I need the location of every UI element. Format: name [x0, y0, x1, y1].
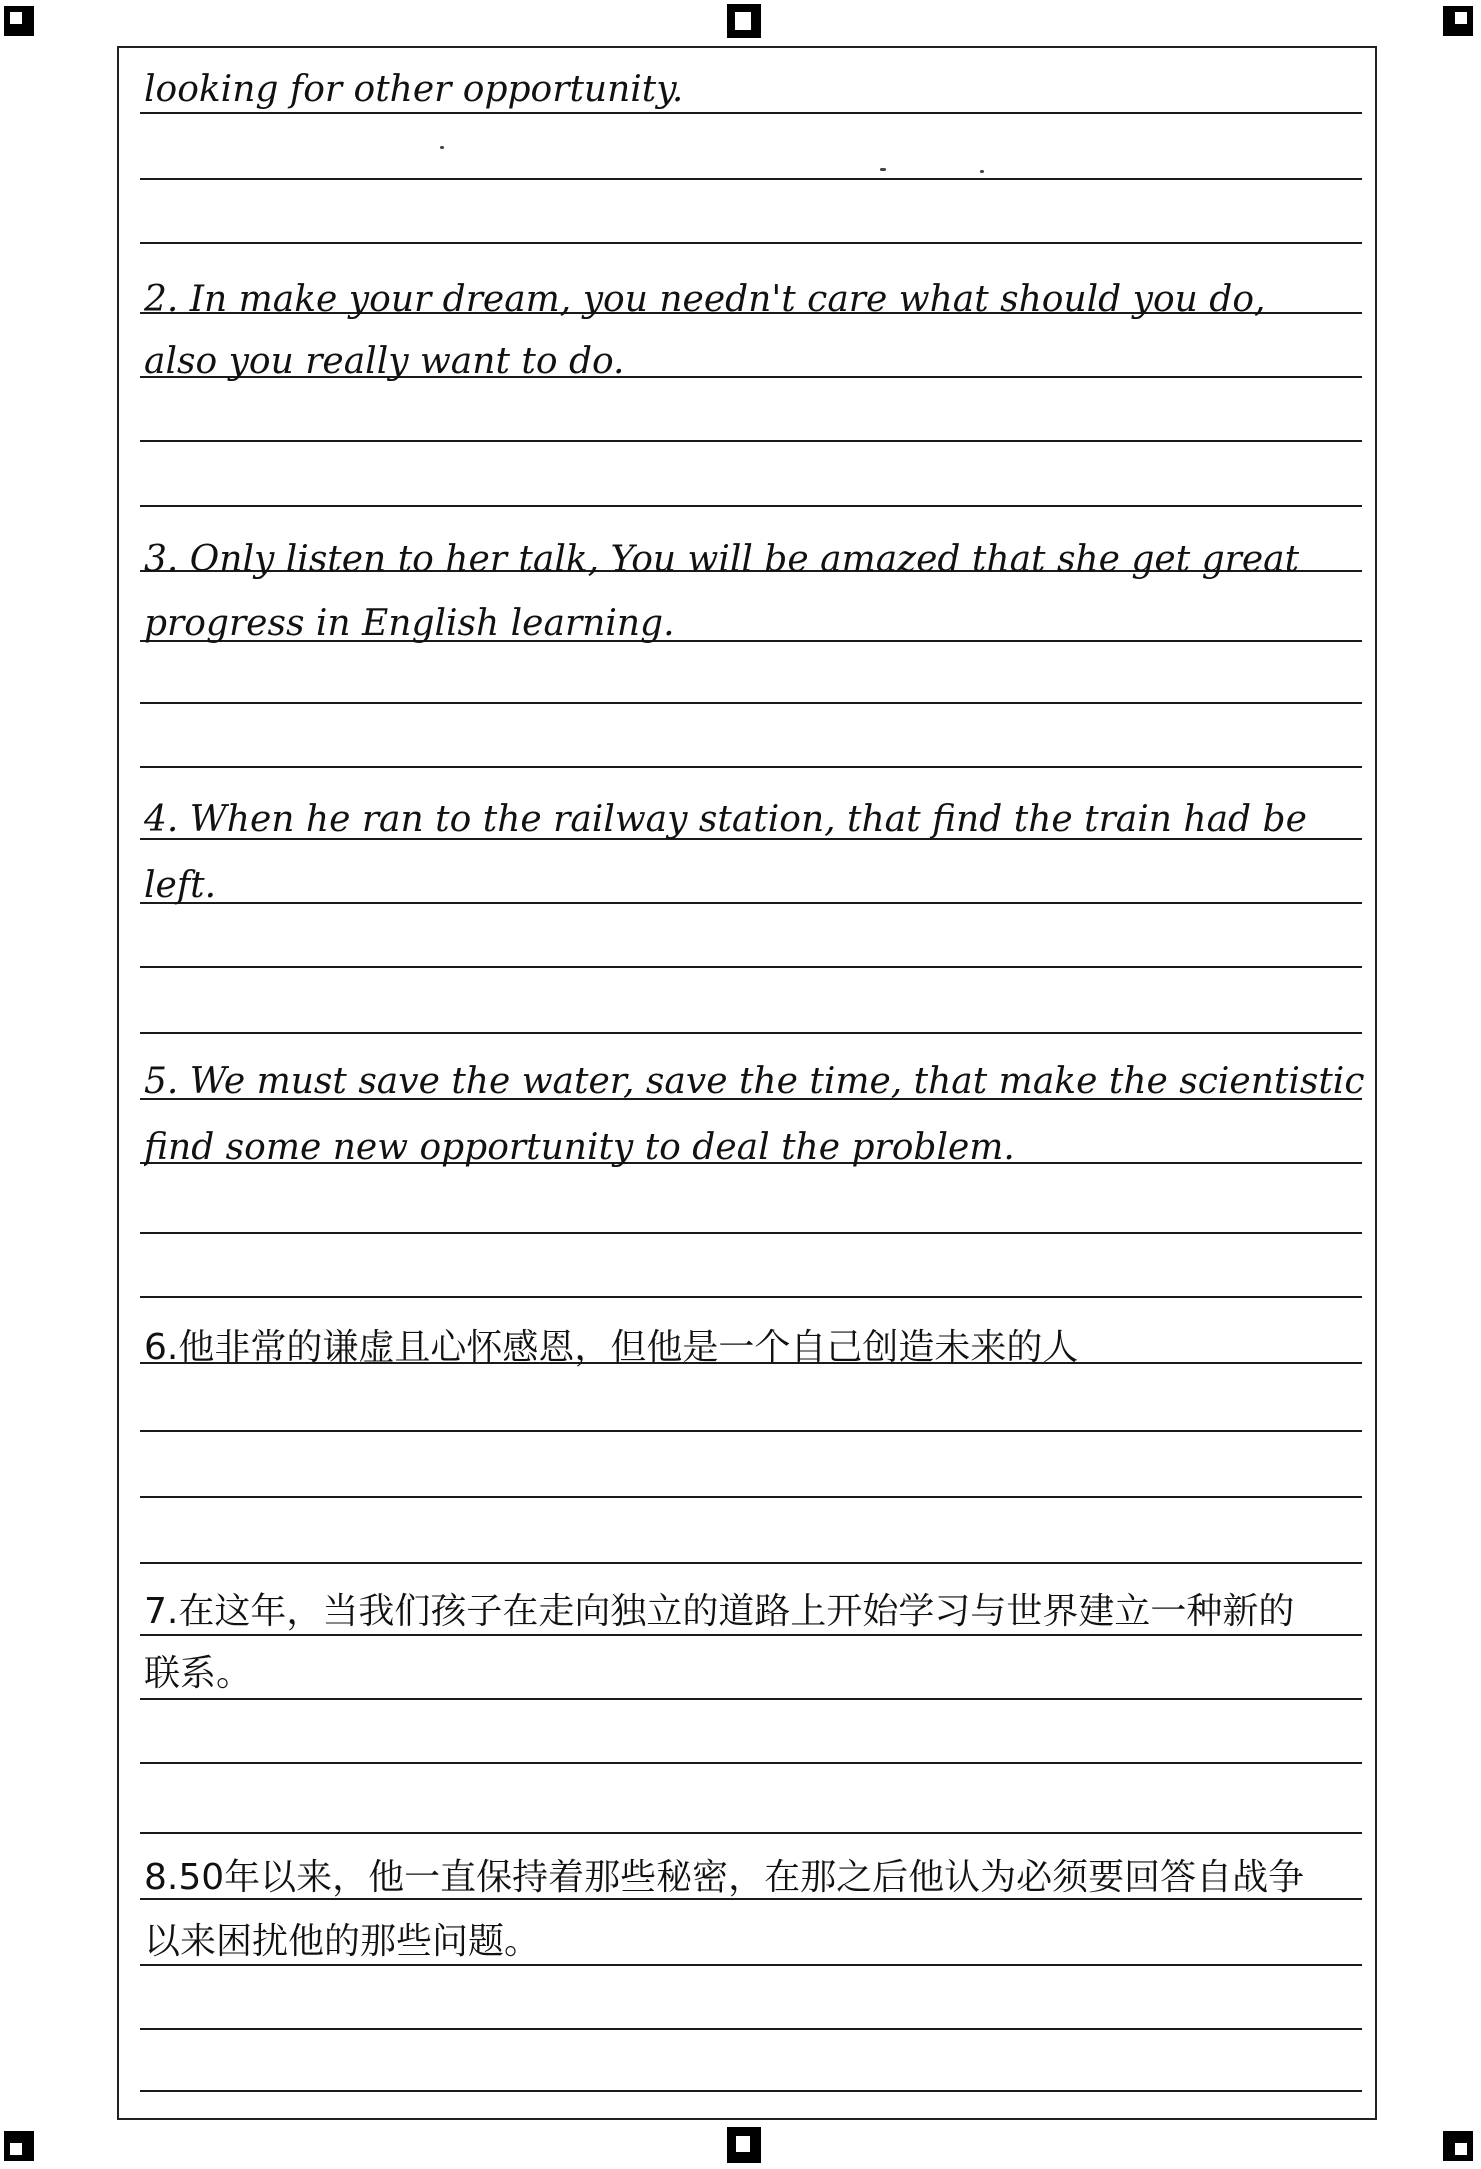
ruled-line: [140, 702, 1362, 704]
ruled-line: [140, 505, 1362, 507]
answer-5-line-1: 5. We must save the water, save the time, that make the scientistic: [144, 1062, 1364, 1102]
ink-speck: [980, 170, 984, 173]
answer-2-line-1: 2. In make your dream, you needn't care what should you do,: [144, 280, 1266, 320]
ruled-line: [140, 1296, 1362, 1298]
answer-2-line-2: also you really want to do.: [144, 342, 625, 382]
ruled-line: [140, 2090, 1362, 2092]
ruled-line: [140, 1634, 1362, 1636]
ruled-line: [140, 1562, 1362, 1564]
answer-line-continuation: looking for other opportunity.: [144, 70, 684, 110]
ruled-line: [140, 242, 1362, 244]
ruled-line: [140, 1762, 1362, 1764]
ruled-line: [140, 1496, 1362, 1498]
registration-marker-top-left: [4, 6, 34, 36]
ruled-line: [140, 966, 1362, 968]
ruled-line: [140, 178, 1362, 180]
ruled-line: [140, 1898, 1362, 1900]
registration-marker-top-right: [1443, 6, 1473, 36]
ruled-line: [140, 440, 1362, 442]
ink-speck: [440, 146, 444, 149]
answer-3-line-2: progress in English learning.: [144, 604, 675, 644]
answer-6-line-1: 6.他非常的谦虚且心怀感恩，但他是一个自己创造未来的人: [144, 1328, 1079, 1368]
ruled-line: [140, 112, 1362, 114]
registration-marker-bottom-center: [727, 2127, 761, 2163]
answer-3-line-1: 3. Only listen to her talk, You will be amazed that she get great: [144, 540, 1300, 580]
ruled-line: [140, 1698, 1362, 1700]
registration-marker-top-center: [727, 4, 761, 38]
answer-7-line-1: 7.在这年，当我们孩子在走向独立的道路上开始学习与世界建立一种新的: [144, 1592, 1295, 1632]
answer-4-line-1: 4. When he ran to the railway station, that find the train had be: [144, 800, 1307, 840]
answer-8-line-2: 以来困扰他的那些问题。: [144, 1922, 541, 1962]
ruled-line: [140, 1430, 1362, 1432]
registration-marker-bottom-left: [4, 2131, 34, 2161]
answer-8-line-1: 8.50年以来，他一直保持着那些秘密，在那之后他认为必须要回答自战争: [144, 1858, 1305, 1898]
answer-5-line-2: find some new opportunity to deal the problem.: [144, 1128, 1015, 1168]
ruled-line: [140, 766, 1362, 768]
answer-4-line-2: left.: [144, 866, 217, 906]
ruled-line: [140, 1232, 1362, 1234]
registration-marker-bottom-right: [1443, 2131, 1473, 2161]
ruled-line: [140, 1032, 1362, 1034]
ink-speck: [880, 168, 886, 171]
ruled-line: [140, 1964, 1362, 1966]
answer-7-line-2: 联系。: [144, 1654, 253, 1694]
ruled-line: [140, 2028, 1362, 2030]
ruled-line: [140, 1832, 1362, 1834]
